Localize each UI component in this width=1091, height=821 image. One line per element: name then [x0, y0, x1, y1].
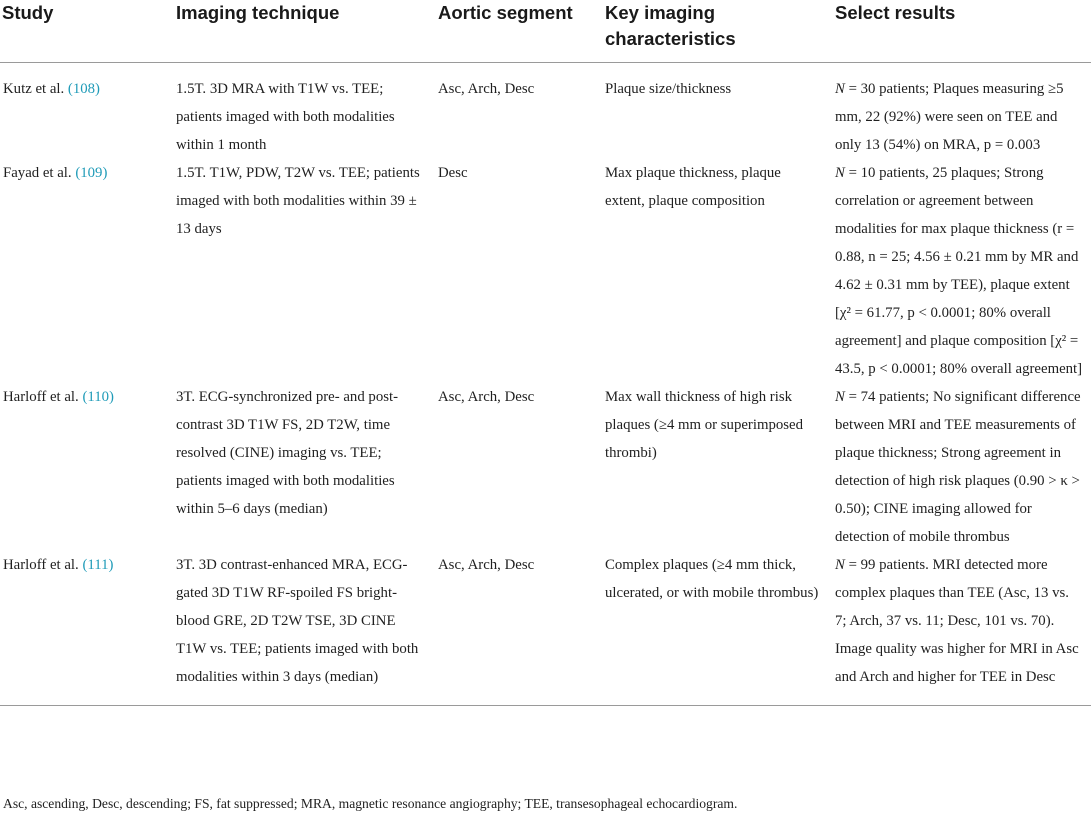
reference-link[interactable]: (110)	[82, 389, 114, 405]
cell-characteristics: Complex plaques (≥4 mm thick, ulcerated, or with mobile thrombus)	[605, 557, 819, 601]
results-text: = 74 patients; No significant difference between MRI and TEE measurements of plaque thickness; Strong agreement in detection of high risk plaques (0.90 > κ > 0.50); CINE imaging allowed for detection of mobile thrombus	[835, 389, 1081, 545]
reference-link[interactable]: (109)	[75, 165, 108, 181]
table-row	[0, 63, 1091, 160]
results-text: = 10 patients, 25 plaques; Strong correlation or agreement between modalities for max plaque thickness (r = 0.88, n = 25; 4.56 ± 0.21 mm by MR and 4.62 ± 0.31 mm by TEE), plaque extent [χ² = 61.77, p < 0.0001; 80% overall agreement] and plaque composition [χ² = 43.5, p < 0.0001; 80% overall agreement]	[835, 165, 1083, 377]
table-row	[0, 383, 1091, 551]
results-n-symbol: N	[835, 389, 845, 405]
cell-study	[0, 159, 172, 383]
results-n-symbol: N	[835, 557, 845, 573]
results-n-symbol: N	[835, 81, 845, 97]
table-footnote: Asc, ascending, Desc, descending; FS, fat suppressed; MRA, magnetic resonance angiography; TEE, transesophageal echocardiogram.	[3, 796, 738, 811]
reference-link[interactable]: (111)	[82, 557, 114, 573]
cell-characteristics: Max plaque thickness, plaque extent, plaque composition	[605, 165, 781, 209]
cell-results	[831, 159, 1091, 383]
cell-segment: Asc, Arch, Desc	[438, 389, 535, 405]
header-study: Study	[2, 2, 54, 23]
study-name: Harloff et al.	[3, 389, 79, 405]
cell-technique: 1.5T. 3D MRA with T1W vs. TEE; patients imaged with both modalities within 1 month	[176, 81, 395, 153]
cell-study	[0, 551, 172, 706]
cell-technique: 3T. 3D contrast-enhanced MRA, ECG-gated 3D T1W RF-spoiled FS bright-blood GRE, 2D T2W TSE, 3D CINE T1W vs. TEE; patients imaged with both modalities within 3 days (median)	[176, 557, 419, 685]
header-segment: Aortic segment	[438, 2, 573, 23]
results-text: = 30 patients; Plaques measuring ≥5 mm, 22 (92%) were seen on TEE and only 13 (54%) on MRA, p = 0.003	[835, 81, 1064, 153]
header-technique: Imaging technique	[176, 2, 340, 23]
cell-study	[0, 383, 172, 551]
cell-segment: Desc	[438, 165, 468, 181]
study-name: Fayad et al.	[3, 165, 72, 181]
cell-characteristics: Plaque size/thickness	[605, 81, 732, 97]
cell-results	[831, 551, 1091, 706]
results-n-symbol: N	[835, 165, 845, 181]
table-row	[0, 551, 1091, 706]
cell-segment: Asc, Arch, Desc	[438, 557, 535, 573]
cell-technique: 1.5T. T1W, PDW, T2W vs. TEE; patients imaged with both modalities within 39 ± 13 days	[176, 165, 420, 237]
table-row	[0, 159, 1091, 383]
cell-technique: 3T. ECG-synchronized pre- and post-contrast 3D T1W FS, 2D T2W, time resolved (CINE) imaging vs. TEE; patients imaged with both modalities within 5–6 days (median)	[176, 389, 399, 517]
header-row	[0, 0, 1091, 63]
header-results: Select results	[835, 2, 956, 23]
header-characteristics: Key imaging characteristics	[605, 2, 736, 49]
cell-segment: Asc, Arch, Desc	[438, 81, 535, 97]
results-text: = 99 patients. MRI detected more complex plaques than TEE (Asc, 13 vs. 7; Arch, 37 vs. 11; Desc, 101 vs. 70). Image quality was higher for MRI in Asc and Arch and higher for TEE in Desc	[835, 557, 1079, 685]
cell-results	[831, 63, 1091, 160]
study-name: Kutz et al.	[3, 81, 65, 97]
cell-study	[0, 63, 172, 160]
cell-characteristics: Max wall thickness of high risk plaques (≥4 mm or superimposed thrombi)	[605, 389, 803, 461]
study-name: Harloff et al.	[3, 557, 79, 573]
reference-link[interactable]: (108)	[67, 81, 100, 97]
cell-results	[831, 383, 1091, 551]
